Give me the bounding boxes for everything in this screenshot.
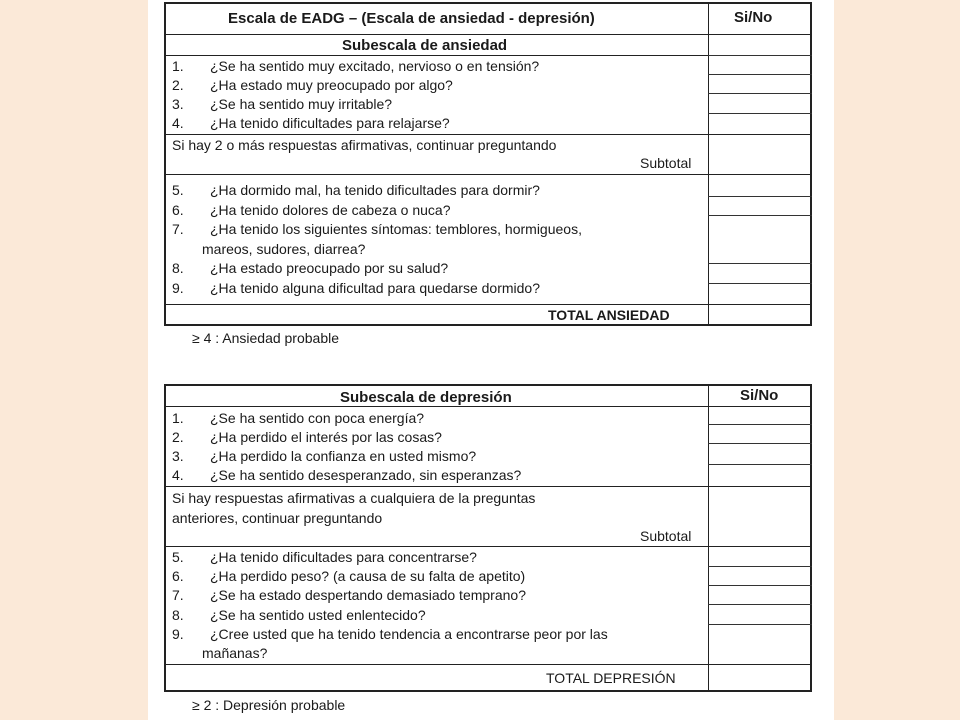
anxiety-threshold: ≥ 4 : Ansiedad probable: [192, 330, 340, 346]
item-question: mañanas?: [202, 645, 268, 661]
item-number: 6.: [172, 568, 184, 585]
item-question: ¿Se ha sentido con poca energía?: [210, 410, 425, 426]
item-number: 8.: [172, 606, 184, 623]
depression-instruction-line1: Si hay respuestas afirmativas a cualquiera de la preguntas: [172, 490, 536, 506]
item-question: ¿Ha tenido alguna dificultad para quedarse dormido?: [210, 279, 540, 296]
item-question: ¿Ha estado muy preocupado por algo?: [210, 77, 453, 93]
item-question: ¿Se ha sentido muy irritable?: [210, 96, 393, 112]
item-number: 6.: [172, 201, 184, 218]
item-question: ¿Ha tenido dificultades para concentrarse?: [210, 549, 477, 565]
item-question: ¿Se ha estado despertando demasiado temprano?: [210, 587, 526, 604]
item-number: 7.: [172, 221, 184, 237]
anxiety-subtotal-label: Subtotal: [640, 155, 692, 171]
scale-title: Escala de EADG – (Escala de ansiedad - depresión): [228, 10, 595, 27]
item-number: 5.: [172, 182, 184, 198]
item-question: ¿Cree usted que ha tenido tendencia a encontrarse peor por las: [210, 625, 608, 642]
depression-threshold: ≥ 2 : Depresión probable: [192, 697, 346, 713]
item-number: 1.: [172, 58, 184, 74]
item-question: mareos, sudores, diarrea?: [202, 240, 366, 257]
item-question: ¿Ha dormido mal, ha tenido dificultades para dormir?: [210, 182, 540, 198]
item-question: ¿Ha perdido el interés por las cosas?: [210, 429, 442, 445]
item-number: 8.: [172, 260, 184, 276]
anxiety-subscale-title: Subescala de ansiedad: [342, 37, 508, 54]
depression-answer-header: Si/No: [740, 387, 779, 404]
item-question: ¿Se ha sentido muy excitado, nervioso o en tensión?: [210, 58, 540, 74]
item-number: 3.: [172, 96, 184, 112]
item-number: 3.: [172, 448, 184, 464]
item-question: ¿Se ha sentido desesperanzado, sin esperanzas?: [210, 467, 522, 483]
depression-subtotal-label: Subtotal: [640, 528, 692, 544]
depression-instruction-line2: anteriores, continuar preguntando: [172, 510, 383, 526]
item-number: 4.: [172, 115, 184, 131]
item-question: ¿Ha perdido peso? (a causa de su falta de apetito): [210, 568, 526, 585]
item-question: ¿Ha estado preocupado por su salud?: [210, 260, 449, 276]
depression-subscale-title: Subescala de depresión: [340, 389, 512, 406]
depression-total-label: TOTAL DEPRESIÓN: [546, 670, 676, 686]
item-number: 7.: [172, 587, 184, 604]
anxiety-instruction: Si hay 2 o más respuestas afirmativas, continuar preguntando: [172, 137, 557, 153]
anxiety-total-label: TOTAL ANSIEDAD: [548, 307, 670, 323]
item-question: ¿Ha tenido dificultades para relajarse?: [210, 115, 450, 131]
item-question: ¿Ha tenido los siguientes síntomas: temblores, hormigueos,: [210, 221, 582, 237]
item-question: ¿Ha tenido dolores de cabeza o nuca?: [210, 201, 451, 218]
item-question: ¿Ha perdido la confianza en usted mismo?: [210, 448, 477, 464]
item-number: 1.: [172, 410, 184, 426]
item-number: 2.: [172, 77, 184, 93]
item-question: ¿Se ha sentido usted enlentecido?: [210, 606, 426, 623]
item-number: 4.: [172, 467, 184, 483]
item-number: 9.: [172, 625, 184, 642]
item-number: 5.: [172, 549, 184, 565]
item-number: 9.: [172, 279, 184, 296]
answer-column-header: Si/No: [734, 9, 773, 26]
item-number: 2.: [172, 429, 184, 445]
